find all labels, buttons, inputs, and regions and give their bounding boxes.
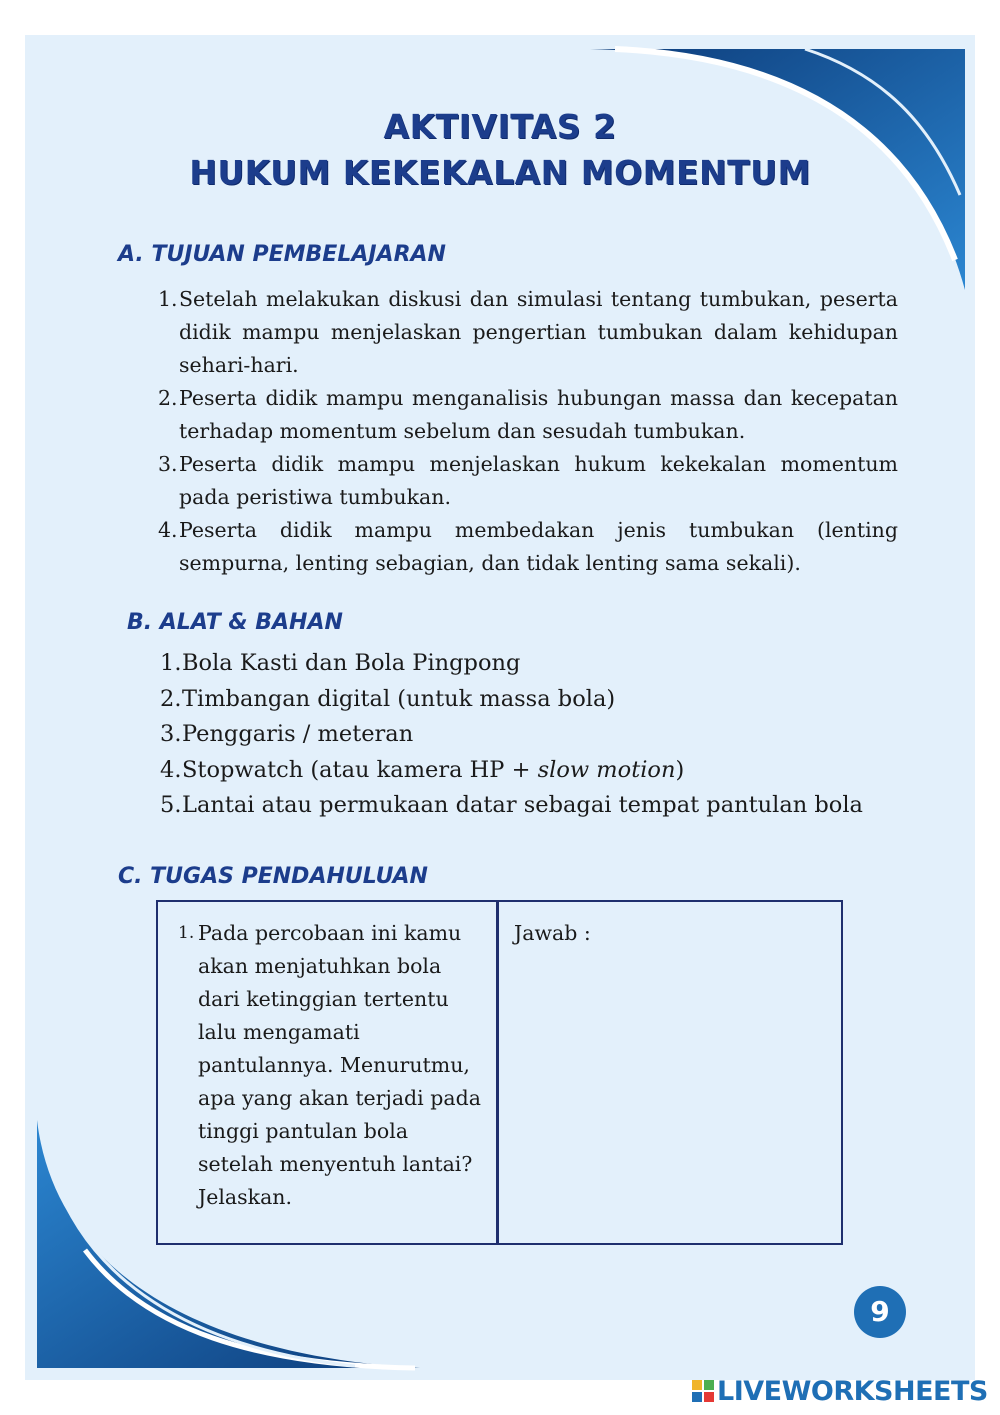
question-cell bbox=[158, 902, 499, 1243]
answer-label: Jawab : bbox=[514, 921, 591, 945]
list-item: 2. Peserta didik mampu menganalisis hubungan massa dan kecepatan terhadap momentum sebelum dan sesudah tumbukan. bbox=[158, 386, 898, 443]
page-number-badge: 9 bbox=[854, 1286, 906, 1338]
question-number: 1. bbox=[178, 923, 195, 943]
section-a-heading: A. TUJUAN PEMBELAJARAN bbox=[118, 242, 446, 267]
list-item: 1. Setelah melakukan diskusi dan simulasi tentang tumbukan, peserta didik mampu menjelaskan pengertian tumbukan dalam kehidupan sehari-hari. bbox=[158, 287, 898, 377]
liveworksheets-logo-icon bbox=[692, 1380, 714, 1402]
tujuan-list bbox=[158, 283, 898, 580]
page-title-line1: AKTIVITAS 2 bbox=[383, 107, 617, 146]
list-item: 4. Peserta didik mampu membedakan jenis tumbukan (lenting sempurna, lenting sebagian, dan tidak lenting sama sekali). bbox=[158, 518, 898, 575]
list-item: 3. Peserta didik mampu menjelaskan hukum kekekalan momentum pada peristiwa tumbukan. bbox=[158, 452, 898, 509]
list-item: 3. Penggaris / meteran bbox=[160, 721, 414, 747]
list-item: 1. Bola Kasti dan Bola Pingpong bbox=[160, 650, 521, 676]
section-c-heading: C. TUGAS PENDAHULUAN bbox=[118, 864, 428, 889]
liveworksheets-brand: LIVEWORKSHEETS bbox=[717, 1375, 988, 1407]
question-text: Pada percobaan ini kamu akan menjatuhkan bola dari ketinggian tertentu lalu mengamati pantulannya. Menurutmu, apa yang akan terjadi pada tinggi pantulan bola setelah menyentuh lantai? Jelaskan. bbox=[198, 921, 481, 1209]
page-title-line2: HUKUM KEKEKALAN MOMENTUM bbox=[189, 153, 811, 192]
alat-bahan-list bbox=[160, 646, 900, 824]
section-b-heading: B. ALAT & BAHAN bbox=[127, 610, 343, 635]
liveworksheets-footer bbox=[692, 1376, 988, 1406]
answer-cell[interactable] bbox=[499, 902, 841, 1243]
list-item: 5. Lantai atau permukaan datar sebagai tempat pantulan bola bbox=[160, 792, 863, 818]
list-item: 2. Timbangan digital (untuk massa bola) bbox=[160, 685, 616, 712]
tugas-table bbox=[156, 900, 843, 1245]
list-item: 4. Stopwatch (atau kamera HP + slow motion) bbox=[160, 756, 685, 783]
